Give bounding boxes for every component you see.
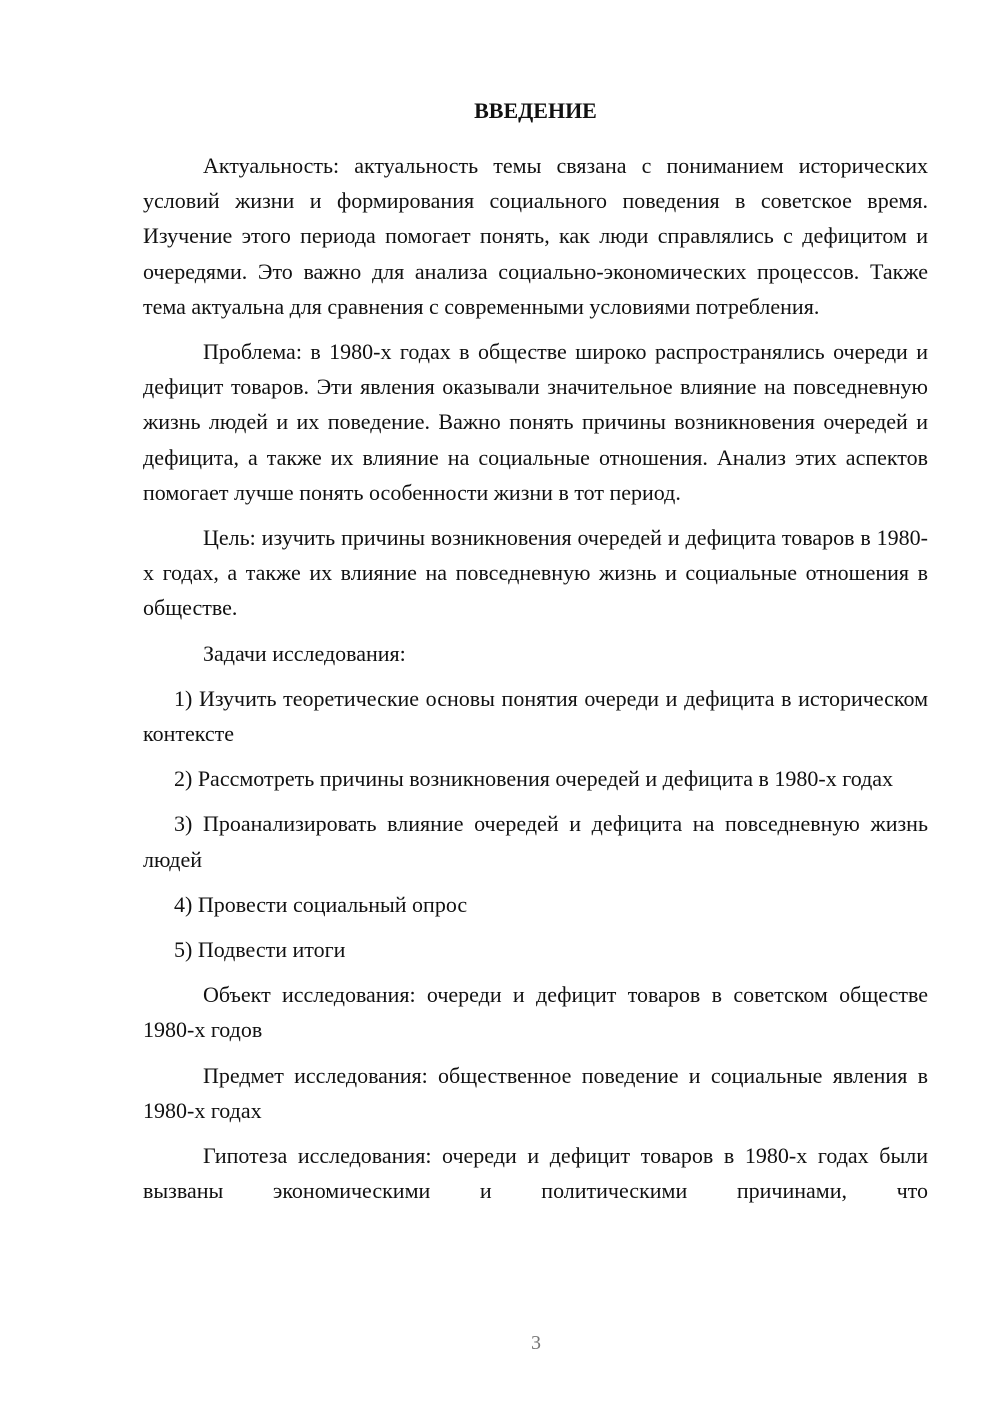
paragraph-goal: Цель: изучить причины возникновения очередей и дефицита товаров в 1980-х годах, а также их влияние на повседневную жизнь и социальные отношения в обществе. bbox=[143, 525, 928, 621]
paragraph-subject: Предмет исследования: общественное поведение и социальные явления в 1980-х годах bbox=[143, 1062, 928, 1123]
tasks-title: Задачи исследования: bbox=[203, 640, 406, 666]
page-number: 3 bbox=[531, 1332, 541, 1354]
paragraph-hypothesis: Гипотеза исследования: очереди и дефицит товаров в 1980-х годах были вызваны экономическими и политическими причинами, что bbox=[143, 1143, 928, 1204]
paragraph-problem: Проблема: в 1980-х годах в обществе широко распространялись очереди и дефицит товаров. Эти явления оказывали значительное влияние на повседневную жизнь людей и их поведение. Важно понять причины возникновения очередей и дефицита, а также их влияние на социальные отношения. Анализ этих аспектов помогает лучше понять особенности жизни в тот период. bbox=[143, 339, 928, 505]
paragraph-object: Объект исследования: очереди и дефицит товаров в советском обществе 1980-х годов bbox=[143, 982, 928, 1043]
task-item-3: 3) Проанализировать влияние очередей и дефицита на повседневную жизнь людей bbox=[143, 811, 928, 872]
task-item-4: 4) Провести социальный опрос bbox=[174, 891, 468, 917]
page-content bbox=[143, 93, 928, 1218]
page-title: ВВЕДЕНИЕ bbox=[474, 98, 597, 123]
paragraph-relevance: Актуальность: актуальность темы связана с пониманием исторических условий жизни и формирования социального поведения в советское время. Изучение этого периода помогает понять, как люди справлялись с дефицитом и очередями. Это важно для анализа социально-экономических процессов. Также тема актуальна для сравнения с современными условиями потребления. bbox=[143, 153, 928, 319]
task-item-2: 2) Рассмотреть причины возникновения очередей и дефицита в 1980-х годах bbox=[174, 766, 894, 792]
task-item-5: 5) Подвести итоги bbox=[174, 937, 346, 963]
task-item-1: 1) Изучить теоретические основы понятия очереди и дефицита в историческом контексте bbox=[143, 685, 928, 747]
